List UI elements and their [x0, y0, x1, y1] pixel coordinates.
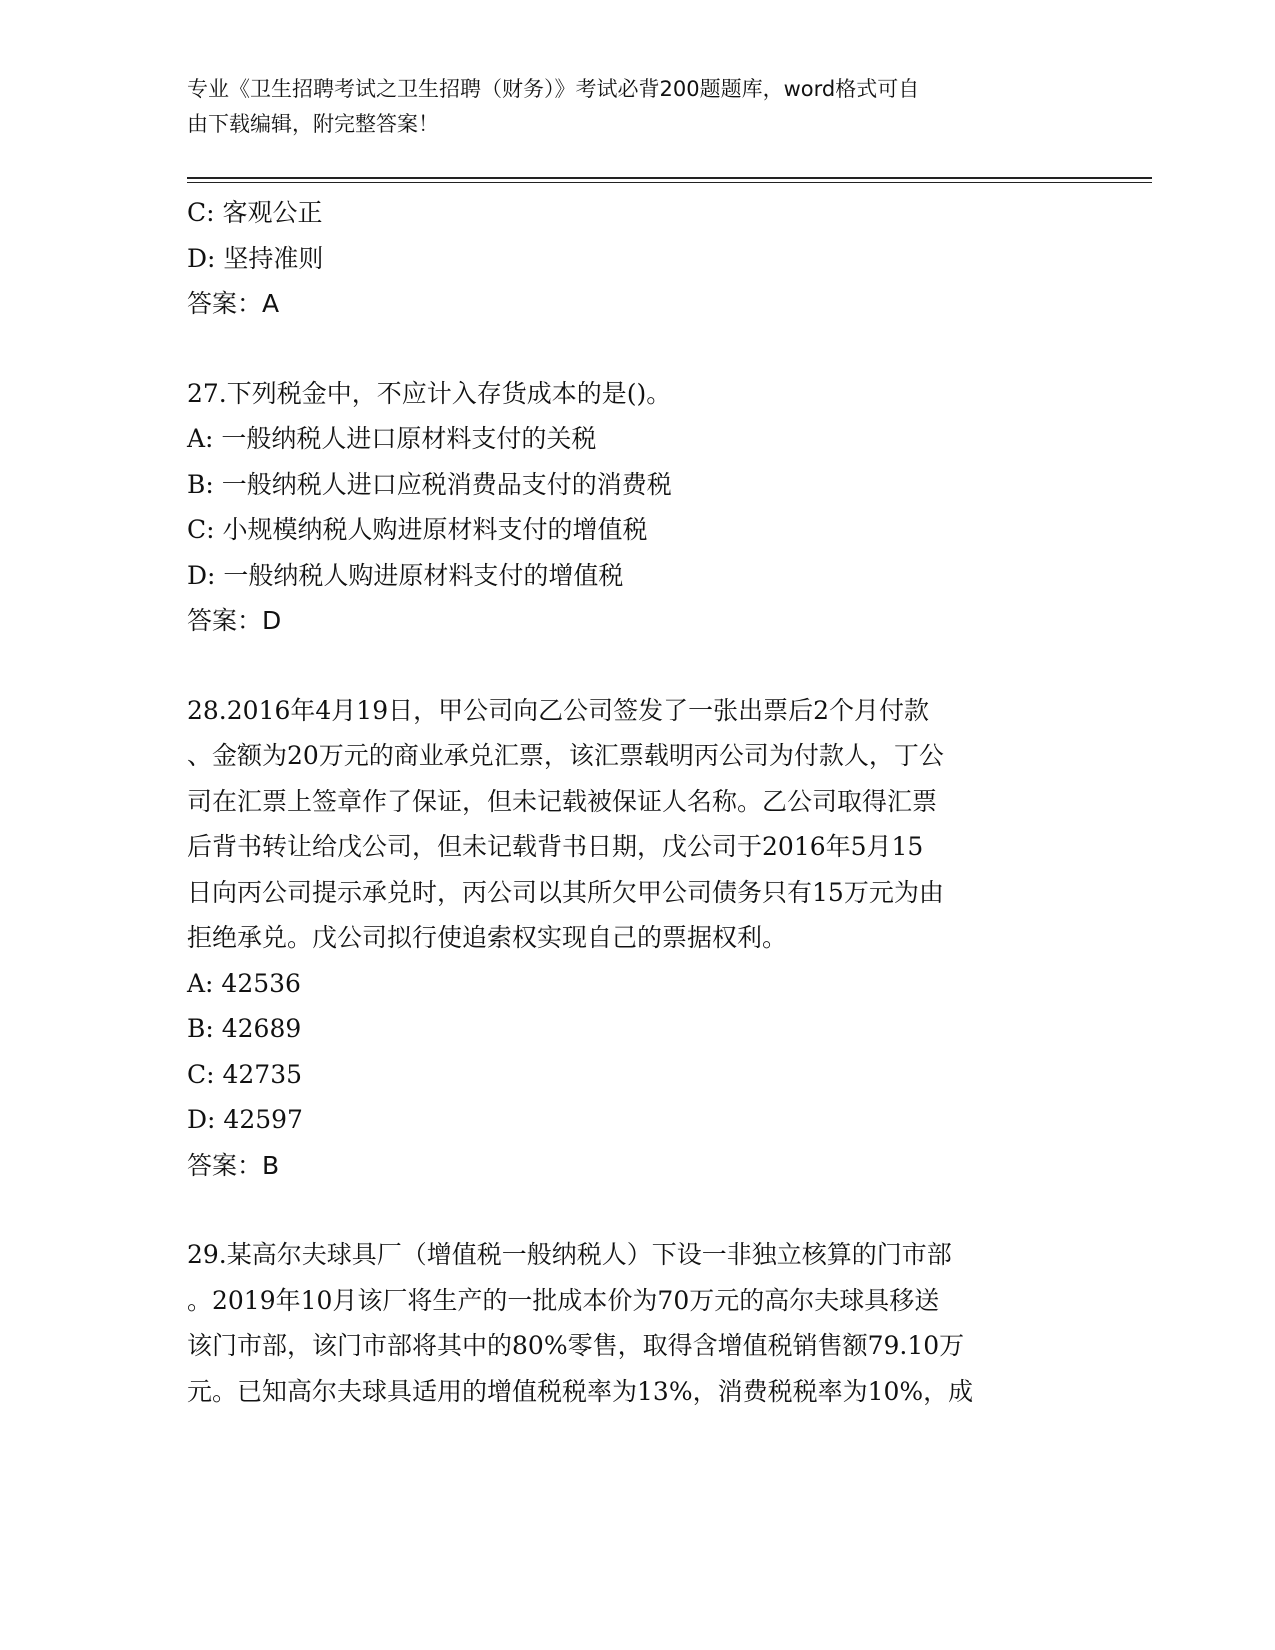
question-29: [187, 1232, 1087, 1414]
question-content: [187, 190, 1087, 1414]
q26-answer: 答案：A: [187, 289, 280, 318]
q27-option-a: A: 一般纳税人进口原材料支付的关税: [187, 424, 597, 453]
q26-option-d: D: 坚持准则: [187, 243, 324, 273]
q28-stem-line: 28.2016年4月19日，甲公司向乙公司签发了一张出票后2个月付款: [187, 695, 930, 725]
q28-option-a: A: 42536: [187, 968, 301, 998]
q28-answer: 答案：B: [187, 1150, 280, 1180]
question-26: [187, 190, 1087, 327]
q27-option-d: D: 一般纳税人购进原材料支付的增值税: [187, 560, 624, 590]
q28-option-c: C: 42735: [187, 1059, 303, 1089]
spacer: [187, 1188, 1087, 1232]
q28-stem-line: 司在汇票上签章作了保证，但未记载被保证人名称。乙公司取得汇票: [187, 786, 938, 816]
header-line-1: 专业《卫生招聘考试之卫生招聘（财务）》考试必背200题题库，word格式可自: [187, 77, 920, 101]
question-28: [187, 688, 1087, 1189]
q27-option-c: C: 小规模纳税人购进原材料支付的增值税: [187, 515, 648, 544]
document-header: [187, 72, 1067, 142]
q29-stem-line: 该门市部，该门市部将其中的80%零售，取得含增值税销售额79.10万: [187, 1331, 965, 1360]
q28-stem-line: 日向丙公司提示承兑时，丙公司以其所欠甲公司债务只有15万元为由: [187, 877, 944, 907]
spacer: [187, 327, 1087, 371]
q28-stem-line: 拒绝承兑。戊公司拟行使追索权实现自己的票据权利。: [187, 923, 788, 952]
q28-option-d: D: 42597: [187, 1105, 303, 1134]
q29-stem-line: 29.某高尔夫球具厂（增值税一般纳税人）下设一非独立核算的门市部: [187, 1240, 952, 1269]
header-line-2: 由下载编辑，附完整答案！: [187, 112, 439, 136]
q29-stem-line: 元。已知高尔夫球具适用的增值税税率为13%，消费税税率为10%，成: [187, 1376, 974, 1406]
q26-option-c: C: 客观公正: [187, 198, 323, 227]
header-divider-thick: [187, 177, 1152, 179]
q27-option-b: B: 一般纳税人进口应税消费品支付的消费税: [187, 469, 672, 499]
header-divider-thin: [187, 182, 1152, 183]
q27-stem: 27.下列税金中，不应计入存货成本的是()。: [187, 378, 672, 408]
spacer: [187, 644, 1087, 688]
q27-answer: 答案：D: [187, 606, 282, 635]
question-27: [187, 371, 1087, 644]
q28-stem-line: 、金额为20万元的商业承兑汇票，该汇票载明丙公司为付款人，丁公: [187, 741, 944, 770]
q28-option-b: B: 42689: [187, 1014, 302, 1043]
q28-stem-line: 后背书转让给戊公司，但未记载背书日期，戊公司于2016年5月15: [187, 832, 924, 861]
q29-stem-line: 。2019年10月该厂将生产的一批成本价为70万元的高尔夫球具移送: [187, 1285, 940, 1315]
